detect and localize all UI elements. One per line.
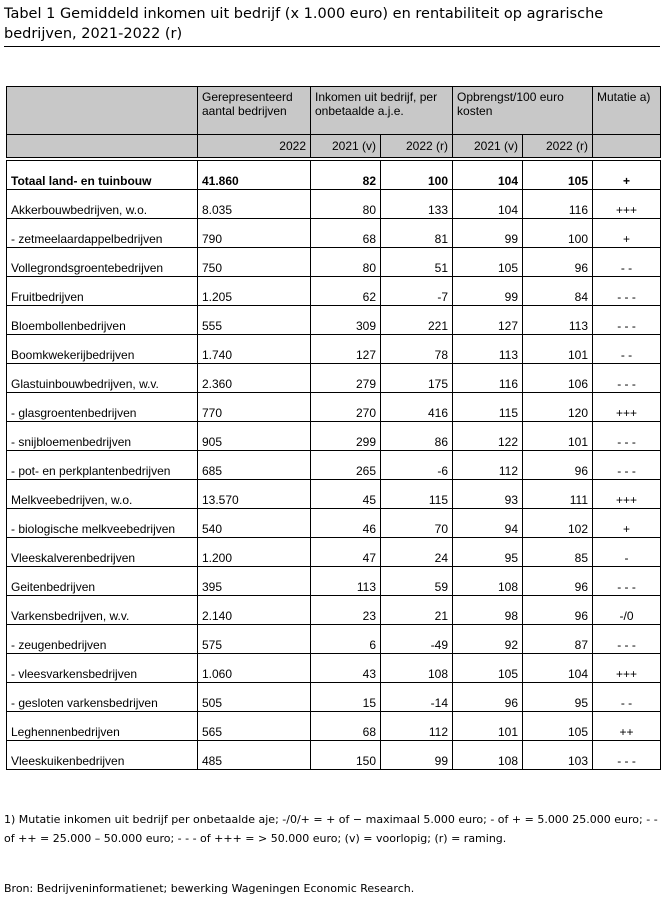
cell: - -	[593, 335, 661, 364]
cell: 104	[453, 159, 523, 190]
cell: 99	[453, 219, 523, 248]
subheader: 2021 (v)	[311, 135, 381, 160]
cell: 103	[523, 741, 593, 770]
cell: 113	[523, 306, 593, 335]
cell: 21	[381, 596, 453, 625]
row-label: Totaal land- en tuinbouw	[7, 159, 198, 190]
cell: 23	[311, 596, 381, 625]
row-label: Varkensbedrijven, w.v.	[7, 596, 198, 625]
cell: +	[593, 219, 661, 248]
cell: - - -	[593, 741, 661, 770]
cell: 2.140	[198, 596, 311, 625]
table-row	[7, 335, 661, 364]
cell: 68	[311, 712, 381, 741]
table-row	[7, 596, 661, 625]
cell: 1.200	[198, 538, 311, 567]
row-label: - vleesvarkensbedrijven	[7, 654, 198, 683]
cell: 13.570	[198, 480, 311, 509]
row-label: - pot- en perkplantenbedrijven	[7, 451, 198, 480]
cell: 8.035	[198, 190, 311, 219]
cell: 85	[523, 538, 593, 567]
cell: 94	[453, 509, 523, 538]
cell: +++	[593, 654, 661, 683]
cell: 279	[311, 364, 381, 393]
cell: - - -	[593, 451, 661, 480]
row-label: Vleeskalverenbedrijven	[7, 538, 198, 567]
table-row	[7, 364, 661, 393]
cell: 127	[311, 335, 381, 364]
cell: 111	[523, 480, 593, 509]
cell: 113	[453, 335, 523, 364]
cell: 265	[311, 451, 381, 480]
cell: - - -	[593, 422, 661, 451]
cell: 62	[311, 277, 381, 306]
cell: 101	[523, 422, 593, 451]
cell: +	[593, 509, 661, 538]
cell: 95	[523, 683, 593, 712]
cell: 92	[453, 625, 523, 654]
subheader: 2022	[198, 135, 311, 160]
cell: 105	[523, 159, 593, 190]
cell: 770	[198, 393, 311, 422]
cell: - - -	[593, 306, 661, 335]
cell: -49	[381, 625, 453, 654]
cell: 150	[311, 741, 381, 770]
cell: 395	[198, 567, 311, 596]
table-row	[7, 480, 661, 509]
cell: 105	[453, 654, 523, 683]
cell: 99	[453, 277, 523, 306]
cell: 78	[381, 335, 453, 364]
row-label: - glasgroentenbedrijven	[7, 393, 198, 422]
cell: 555	[198, 306, 311, 335]
row-label: - zetmeelaardappelbedrijven	[7, 219, 198, 248]
cell: 86	[381, 422, 453, 451]
subheader: 2021 (v)	[453, 135, 523, 160]
cell: 95	[453, 538, 523, 567]
cell: 102	[523, 509, 593, 538]
cell: 43	[311, 654, 381, 683]
footnote: 1) Mutatie inkomen uit bedrijf per onbetaalde aje; -/0/+ = + of − maximaal 5.000 euro; - of + = 5.000 25.000 euro; - - of ++ = 25.000 – 50.000 euro; - - - of +++ = > 50.000 euro; (v) = voorlopig; (r) = raming.	[4, 813, 658, 845]
cell: 1.205	[198, 277, 311, 306]
cell: 82	[311, 159, 381, 190]
cell: 790	[198, 219, 311, 248]
cell: 105	[523, 712, 593, 741]
cell: 112	[453, 451, 523, 480]
cell: 101	[523, 335, 593, 364]
cell: 100	[381, 159, 453, 190]
cell: 750	[198, 248, 311, 277]
cell: 485	[198, 741, 311, 770]
cell: 116	[453, 364, 523, 393]
cell: +	[593, 159, 661, 190]
cell: 1.740	[198, 335, 311, 364]
table-row	[7, 422, 661, 451]
cell: 93	[453, 480, 523, 509]
cell: - - -	[593, 567, 661, 596]
cell: 309	[311, 306, 381, 335]
cell: 104	[453, 190, 523, 219]
cell: 505	[198, 683, 311, 712]
cell: 270	[311, 393, 381, 422]
cell: +++	[593, 480, 661, 509]
cell: - - -	[593, 277, 661, 306]
row-label: - biologische melkveebedrijven	[7, 509, 198, 538]
subheader-row	[7, 135, 661, 160]
cell: 24	[381, 538, 453, 567]
cell: 108	[453, 567, 523, 596]
cell: 685	[198, 451, 311, 480]
row-label: Fruitbedrijven	[7, 277, 198, 306]
header-revenue: Opbrengst/100 euro kosten	[453, 87, 593, 135]
cell: 15	[311, 683, 381, 712]
subheader: 2022 (r)	[381, 135, 453, 160]
row-label: Vleeskuikenbedrijven	[7, 741, 198, 770]
cell: 47	[311, 538, 381, 567]
cell: 100	[523, 219, 593, 248]
cell: 108	[381, 654, 453, 683]
income-table	[6, 86, 661, 770]
cell: 104	[523, 654, 593, 683]
row-label: Akkerbouwbedrijven, w.o.	[7, 190, 198, 219]
table-row	[7, 567, 661, 596]
table-row	[7, 393, 661, 422]
cell: +++	[593, 190, 661, 219]
row-label: Boomkwekerijbedrijven	[7, 335, 198, 364]
header-mutation: Mutatie a)	[593, 87, 661, 135]
cell: 96	[453, 683, 523, 712]
table-row	[7, 277, 661, 306]
row-label: Geitenbedrijven	[7, 567, 198, 596]
cell: - - -	[593, 625, 661, 654]
row-label: Bloembollenbedrijven	[7, 306, 198, 335]
table-row	[7, 509, 661, 538]
table-row	[7, 306, 661, 335]
cell: 6	[311, 625, 381, 654]
cell: 115	[381, 480, 453, 509]
cell: 68	[311, 219, 381, 248]
cell: 416	[381, 393, 453, 422]
table-row	[7, 654, 661, 683]
cell: ++	[593, 712, 661, 741]
table-row	[7, 190, 661, 219]
cell: 116	[523, 190, 593, 219]
cell: - -	[593, 683, 661, 712]
cell: 540	[198, 509, 311, 538]
cell: 905	[198, 422, 311, 451]
row-label: Glastuinbouwbedrijven, w.v.	[7, 364, 198, 393]
table-row	[7, 683, 661, 712]
cell: 120	[523, 393, 593, 422]
row-label: Vollegrondsgroentebedrijven	[7, 248, 198, 277]
cell: 108	[453, 741, 523, 770]
cell: 1.060	[198, 654, 311, 683]
cell: -6	[381, 451, 453, 480]
cell: 96	[523, 248, 593, 277]
cell: - -	[593, 248, 661, 277]
table-row	[7, 712, 661, 741]
row-label: Leghennenbedrijven	[7, 712, 198, 741]
cell: 575	[198, 625, 311, 654]
subheader: 2022 (r)	[523, 135, 593, 160]
table-row	[7, 159, 661, 190]
row-label: - snijbloemenbedrijven	[7, 422, 198, 451]
header-income: Inkomen uit bedrijf, per onbetaalde a.j.e.	[311, 87, 453, 135]
cell: 221	[381, 306, 453, 335]
cell: 105	[453, 248, 523, 277]
cell: 133	[381, 190, 453, 219]
cell: 98	[453, 596, 523, 625]
cell: 59	[381, 567, 453, 596]
cell: 127	[453, 306, 523, 335]
cell: 113	[311, 567, 381, 596]
source-note: Bron: Bedrijveninformatienet; bewerking Wageningen Economic Research.	[4, 882, 415, 895]
cell: 84	[523, 277, 593, 306]
cell: +++	[593, 393, 661, 422]
cell: 70	[381, 509, 453, 538]
cell: 101	[453, 712, 523, 741]
cell: 45	[311, 480, 381, 509]
cell: 122	[453, 422, 523, 451]
cell: 51	[381, 248, 453, 277]
cell: 80	[311, 190, 381, 219]
table-row	[7, 219, 661, 248]
row-label: - gesloten varkensbedrijven	[7, 683, 198, 712]
cell: 41.860	[198, 159, 311, 190]
table-row	[7, 538, 661, 567]
cell: 175	[381, 364, 453, 393]
cell: 80	[311, 248, 381, 277]
cell: 115	[453, 393, 523, 422]
cell: -/0	[593, 596, 661, 625]
cell: 299	[311, 422, 381, 451]
table-row	[7, 451, 661, 480]
table-row	[7, 248, 661, 277]
row-label: Melkveebedrijven, w.o.	[7, 480, 198, 509]
header-represented: Gerepresenteerd aantal bedrijven	[198, 87, 311, 135]
row-label: - zeugenbedrijven	[7, 625, 198, 654]
cell: 96	[523, 451, 593, 480]
cell: 96	[523, 596, 593, 625]
cell: 106	[523, 364, 593, 393]
cell: -14	[381, 683, 453, 712]
cell: 99	[381, 741, 453, 770]
table-row	[7, 625, 661, 654]
cell: 565	[198, 712, 311, 741]
cell: 112	[381, 712, 453, 741]
table-title: Tabel 1 Gemiddeld inkomen uit bedrijf (x 1.000 euro) en rentabiliteit op agrarische bedrijven, 2021-2022 (r)	[4, 4, 660, 47]
cell: 96	[523, 567, 593, 596]
cell: 46	[311, 509, 381, 538]
cell: - - -	[593, 364, 661, 393]
cell: 81	[381, 219, 453, 248]
header-row	[7, 87, 661, 135]
cell: 87	[523, 625, 593, 654]
table-row	[7, 741, 661, 770]
cell: 2.360	[198, 364, 311, 393]
cell: -	[593, 538, 661, 567]
cell: -7	[381, 277, 453, 306]
